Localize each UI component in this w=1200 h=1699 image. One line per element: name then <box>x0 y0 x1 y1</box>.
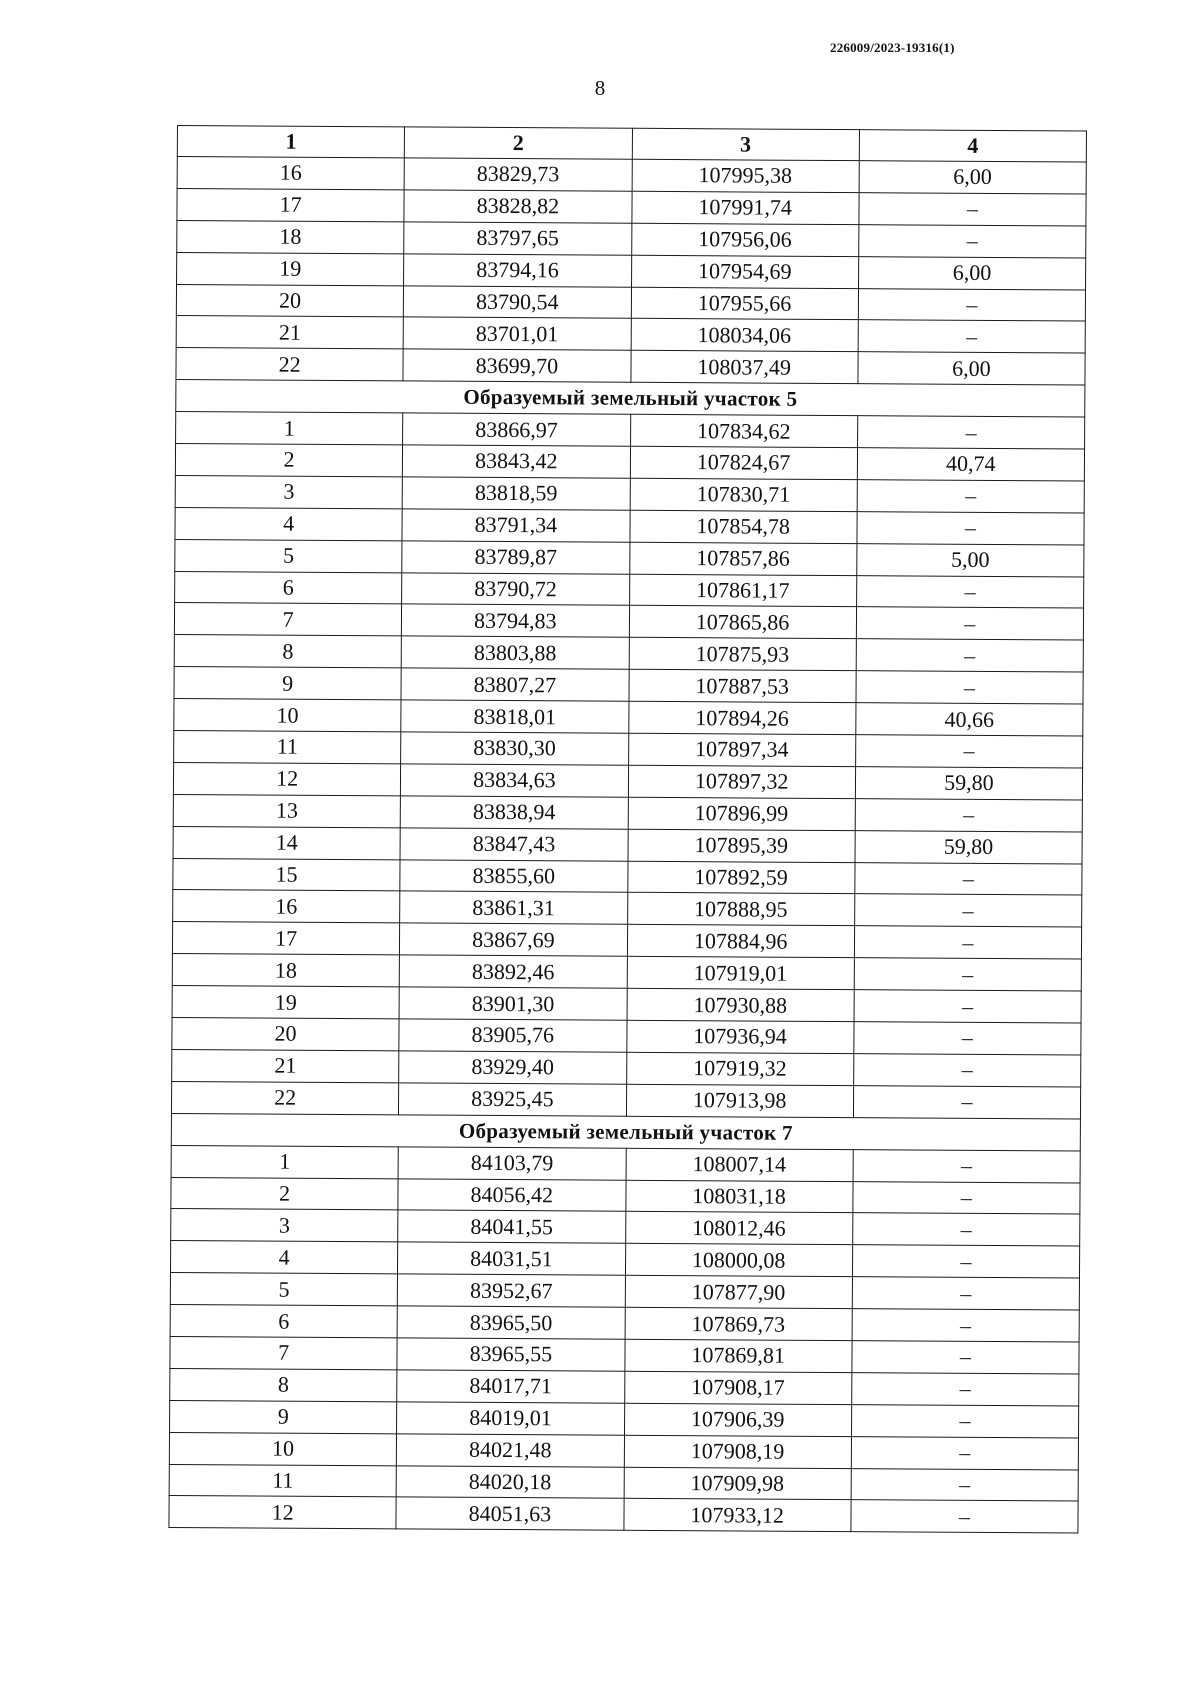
value-cell: – <box>858 224 1085 257</box>
coordinates-table <box>168 125 1087 1534</box>
value-cell: – <box>853 1085 1080 1118</box>
column-header: 1 <box>177 126 404 158</box>
value-cell: – <box>857 511 1084 544</box>
value-cell: 6,00 <box>858 256 1085 289</box>
y-coordinate-cell: 107919,32 <box>626 1052 853 1085</box>
y-coordinate-cell: 107936,94 <box>626 1020 853 1053</box>
table-body <box>169 126 1087 1534</box>
point-number-cell: 11 <box>169 1464 396 1497</box>
x-coordinate-cell: 83929,40 <box>399 1051 626 1084</box>
point-number-cell: 6 <box>170 1305 397 1338</box>
x-coordinate-cell: 84051,63 <box>396 1497 623 1530</box>
point-number-cell: 2 <box>171 1177 398 1210</box>
value-cell: 40,74 <box>857 448 1084 481</box>
point-number-cell: 4 <box>175 507 402 540</box>
value-cell: – <box>856 671 1083 704</box>
y-coordinate-cell: 107995,38 <box>632 159 859 192</box>
x-coordinate-cell: 83797,65 <box>404 222 631 255</box>
y-coordinate-cell: 107895,39 <box>628 829 855 862</box>
value-cell: 6,00 <box>859 161 1086 194</box>
x-coordinate-cell: 83847,43 <box>400 828 627 861</box>
page-number: 8 <box>594 76 606 100</box>
y-coordinate-cell: 107956,06 <box>631 223 858 256</box>
x-coordinate-cell: 83807,27 <box>401 668 628 701</box>
x-coordinate-cell: 83892,46 <box>399 955 626 988</box>
point-number-cell: 2 <box>175 444 402 477</box>
value-cell: – <box>854 990 1081 1023</box>
point-number-cell: 17 <box>172 922 399 955</box>
point-number-cell: 21 <box>176 316 403 349</box>
value-cell: – <box>854 926 1081 959</box>
point-number-cell: 15 <box>173 858 400 891</box>
value-cell: – <box>851 1372 1078 1405</box>
point-number-cell: 1 <box>176 412 403 445</box>
y-coordinate-cell: 107865,86 <box>629 606 856 639</box>
point-number-cell: 21 <box>172 1049 399 1082</box>
value-cell: – <box>852 1277 1079 1310</box>
x-coordinate-cell: 84103,79 <box>398 1146 625 1179</box>
y-coordinate-cell: 107930,88 <box>627 988 854 1021</box>
point-number-cell: 9 <box>170 1400 397 1433</box>
x-coordinate-cell: 83901,30 <box>399 987 626 1020</box>
y-coordinate-cell: 107955,66 <box>631 287 858 320</box>
point-number-cell: 12 <box>173 762 400 795</box>
y-coordinate-cell: 107875,93 <box>629 638 856 671</box>
point-number-cell: 9 <box>174 667 401 700</box>
x-coordinate-cell: 83818,01 <box>401 700 628 733</box>
x-coordinate-cell: 83791,34 <box>402 509 629 542</box>
value-cell: – <box>855 862 1082 895</box>
x-coordinate-cell: 84020,18 <box>396 1465 623 1498</box>
point-number-cell: 20 <box>172 1018 399 1051</box>
y-coordinate-cell: 107908,17 <box>624 1371 851 1404</box>
point-number-cell: 13 <box>173 794 400 827</box>
value-cell: – <box>851 1436 1078 1469</box>
x-coordinate-cell: 84017,71 <box>397 1370 624 1403</box>
point-number-cell: 17 <box>177 188 404 221</box>
y-coordinate-cell: 107854,78 <box>629 510 856 543</box>
y-coordinate-cell: 107897,32 <box>628 765 855 798</box>
point-number-cell: 16 <box>173 890 400 923</box>
x-coordinate-cell: 83829,73 <box>404 158 631 191</box>
y-coordinate-cell: 107857,86 <box>629 542 856 575</box>
point-number-cell: 5 <box>170 1273 397 1306</box>
x-coordinate-cell: 83855,60 <box>400 859 627 892</box>
x-coordinate-cell: 84041,55 <box>398 1210 625 1243</box>
column-header: 4 <box>859 130 1086 162</box>
section-title: Образуемый земельный участок 5 <box>176 380 1085 417</box>
y-coordinate-cell: 107869,73 <box>625 1307 852 1340</box>
y-coordinate-cell: 107884,96 <box>627 925 854 958</box>
x-coordinate-cell: 83830,30 <box>401 732 628 765</box>
y-coordinate-cell: 107897,34 <box>628 733 855 766</box>
point-number-cell: 18 <box>177 220 404 253</box>
value-cell: 40,66 <box>856 703 1083 736</box>
y-coordinate-cell: 108037,49 <box>630 351 857 384</box>
x-coordinate-cell: 84056,42 <box>398 1178 625 1211</box>
point-number-cell: 16 <box>177 157 404 190</box>
point-number-cell: 6 <box>175 571 402 604</box>
y-coordinate-cell: 107908,19 <box>624 1435 851 1468</box>
point-number-cell: 7 <box>174 603 401 636</box>
x-coordinate-cell: 84021,48 <box>397 1433 624 1466</box>
point-number-cell: 20 <box>176 284 403 317</box>
point-number-cell: 8 <box>170 1368 397 1401</box>
x-coordinate-cell: 83828,82 <box>404 190 631 223</box>
point-number-cell: 7 <box>170 1336 397 1369</box>
x-coordinate-cell: 83794,83 <box>402 604 629 637</box>
column-header: 2 <box>405 127 632 159</box>
point-number-cell: 5 <box>175 539 402 572</box>
point-number-cell: 14 <box>173 826 400 859</box>
value-cell: – <box>858 288 1085 321</box>
y-coordinate-cell: 108031,18 <box>625 1180 852 1213</box>
y-coordinate-cell: 107830,71 <box>630 478 857 511</box>
y-coordinate-cell: 107896,99 <box>628 797 855 830</box>
y-coordinate-cell: 108012,46 <box>625 1212 852 1245</box>
x-coordinate-cell: 83834,63 <box>401 764 628 797</box>
y-coordinate-cell: 108034,06 <box>631 319 858 352</box>
x-coordinate-cell: 83790,54 <box>404 285 631 318</box>
point-number-cell: 22 <box>171 1081 398 1114</box>
y-coordinate-cell: 107834,62 <box>630 414 857 447</box>
x-coordinate-cell: 83818,59 <box>402 477 629 510</box>
coordinates-table-wrapper <box>168 125 1087 1534</box>
value-cell: – <box>853 1054 1080 1087</box>
point-number-cell: 18 <box>172 954 399 987</box>
value-cell: – <box>854 894 1081 927</box>
y-coordinate-cell: 107954,69 <box>631 255 858 288</box>
table-row <box>169 1496 1078 1533</box>
value-cell: – <box>855 735 1082 768</box>
x-coordinate-cell: 83790,72 <box>402 572 629 605</box>
x-coordinate-cell: 83952,67 <box>398 1274 625 1307</box>
x-coordinate-cell: 83838,94 <box>400 796 627 829</box>
y-coordinate-cell: 107909,98 <box>624 1467 851 1500</box>
value-cell: 59,80 <box>855 830 1082 863</box>
point-number-cell: 19 <box>172 986 399 1019</box>
x-coordinate-cell: 83866,97 <box>403 413 630 446</box>
value-cell: – <box>854 1022 1081 1055</box>
value-cell: – <box>853 1181 1080 1214</box>
y-coordinate-cell: 107869,81 <box>624 1339 851 1372</box>
y-coordinate-cell: 107888,95 <box>627 893 854 926</box>
value-cell: – <box>856 639 1083 672</box>
value-cell: – <box>852 1341 1079 1374</box>
x-coordinate-cell: 83905,76 <box>399 1019 626 1052</box>
point-number-cell: 10 <box>174 699 401 732</box>
column-header: 3 <box>632 128 859 160</box>
point-number-cell: 22 <box>176 348 403 381</box>
value-cell: – <box>857 416 1084 449</box>
point-number-cell: 3 <box>175 475 402 508</box>
y-coordinate-cell: 107919,01 <box>627 957 854 990</box>
value-cell: – <box>858 320 1085 353</box>
y-coordinate-cell: 108000,08 <box>625 1244 852 1277</box>
value-cell: – <box>852 1245 1079 1278</box>
point-number-cell: 3 <box>171 1209 398 1242</box>
point-number-cell: 19 <box>177 252 404 285</box>
x-coordinate-cell: 83701,01 <box>403 317 630 350</box>
y-coordinate-cell: 107933,12 <box>623 1499 850 1532</box>
value-cell: – <box>856 575 1083 608</box>
y-coordinate-cell: 108007,14 <box>626 1148 853 1181</box>
value-cell: – <box>852 1213 1079 1246</box>
x-coordinate-cell: 83699,70 <box>403 349 630 382</box>
x-coordinate-cell: 83861,31 <box>400 891 627 924</box>
point-number-cell: 10 <box>169 1432 396 1465</box>
value-cell: 6,00 <box>858 352 1085 385</box>
x-coordinate-cell: 83803,88 <box>401 636 628 669</box>
value-cell: – <box>856 607 1083 640</box>
document-number: 226009/2023-19316(1) <box>830 40 955 55</box>
point-number-cell: 8 <box>174 635 401 668</box>
value-cell: – <box>857 480 1084 513</box>
point-number-cell: 11 <box>174 731 401 764</box>
y-coordinate-cell: 107892,59 <box>627 861 854 894</box>
x-coordinate-cell: 83789,87 <box>402 541 629 574</box>
value-cell: – <box>859 193 1086 226</box>
value-cell: – <box>851 1500 1078 1533</box>
point-number-cell: 1 <box>171 1145 398 1178</box>
value-cell: – <box>853 1149 1080 1182</box>
value-cell: – <box>854 958 1081 991</box>
y-coordinate-cell: 107991,74 <box>631 191 858 224</box>
section-title: Образуемый земельный участок 7 <box>171 1113 1080 1150</box>
value-cell: – <box>855 798 1082 831</box>
x-coordinate-cell: 84031,51 <box>398 1242 625 1275</box>
x-coordinate-cell: 83965,50 <box>397 1306 624 1339</box>
y-coordinate-cell: 107913,98 <box>626 1084 853 1117</box>
x-coordinate-cell: 83965,55 <box>397 1338 624 1371</box>
y-coordinate-cell: 107877,90 <box>625 1275 852 1308</box>
point-number-cell: 4 <box>170 1241 397 1274</box>
y-coordinate-cell: 107906,39 <box>624 1403 851 1436</box>
y-coordinate-cell: 107824,67 <box>630 446 857 479</box>
x-coordinate-cell: 83843,42 <box>403 445 630 478</box>
y-coordinate-cell: 107861,17 <box>629 574 856 607</box>
x-coordinate-cell: 84019,01 <box>397 1402 624 1435</box>
value-cell: – <box>852 1309 1079 1342</box>
value-cell: – <box>851 1404 1078 1437</box>
x-coordinate-cell: 83867,69 <box>400 923 627 956</box>
point-number-cell: 12 <box>169 1496 396 1529</box>
y-coordinate-cell: 107887,53 <box>628 670 855 703</box>
y-coordinate-cell: 107894,26 <box>628 701 855 734</box>
value-cell: – <box>851 1468 1078 1501</box>
value-cell: 59,80 <box>855 767 1082 800</box>
value-cell: 5,00 <box>857 543 1084 576</box>
x-coordinate-cell: 83794,16 <box>404 254 631 287</box>
x-coordinate-cell: 83925,45 <box>399 1083 626 1116</box>
